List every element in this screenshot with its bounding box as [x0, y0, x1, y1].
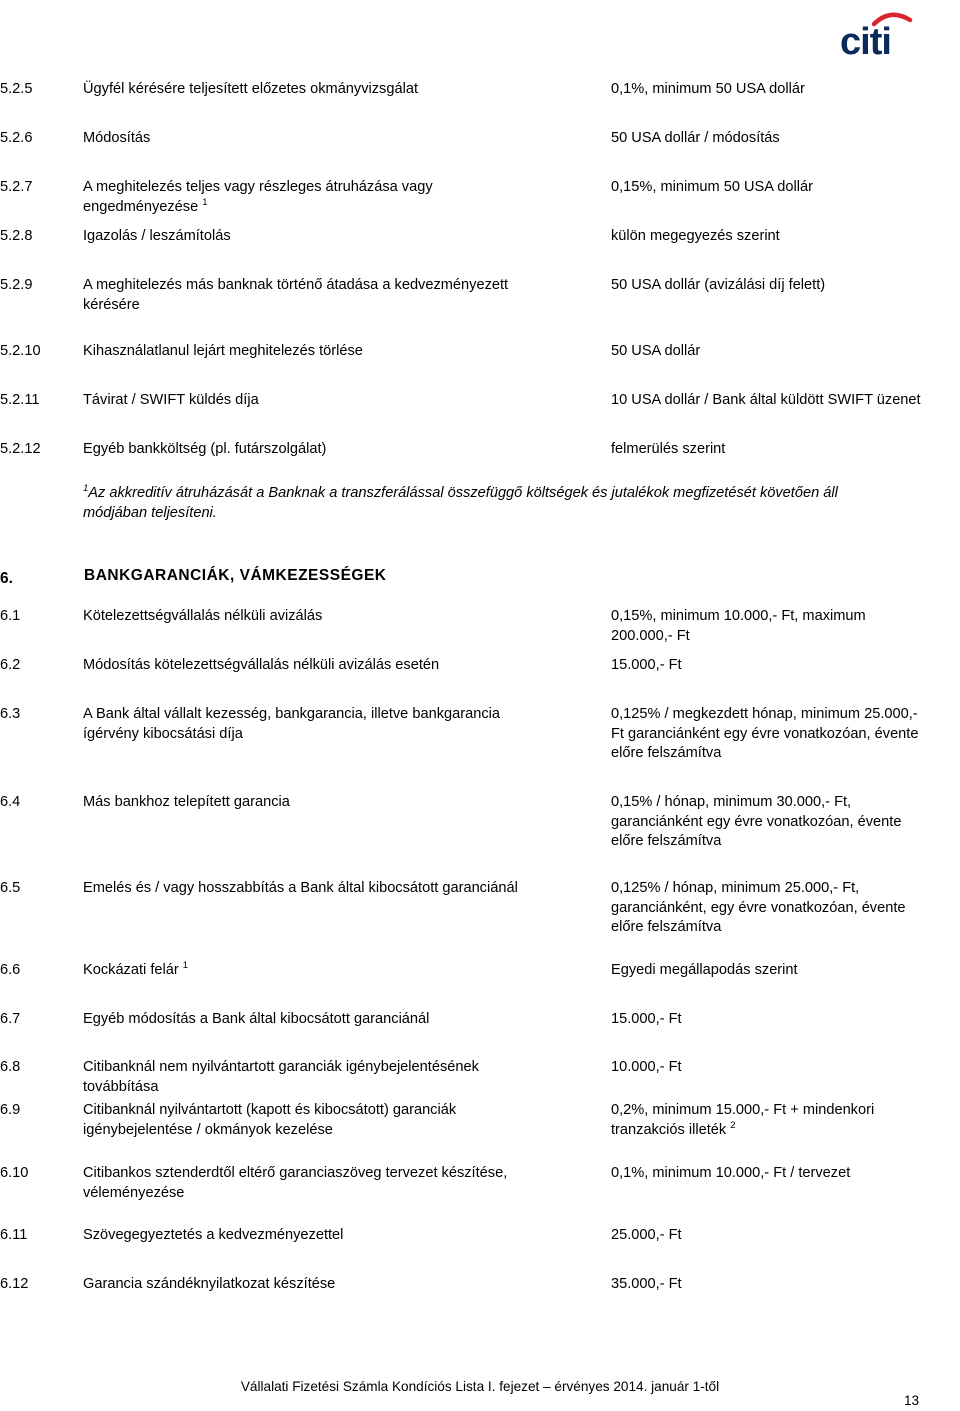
- row-number: 5.2.11: [0, 392, 40, 408]
- citi-logo-text: citi: [840, 21, 891, 58]
- row-fee: 25.000,- Ft: [611, 1227, 682, 1243]
- row-description-line: A Bank által vállalt kezesség, bankgarancia, illetve bankgarancia: [83, 706, 500, 722]
- row-fee-line: Ft garanciánként egy évre vonatkozóan, évente: [611, 725, 919, 742]
- row-number: 6.3: [0, 706, 21, 722]
- row-description: [83, 276, 583, 315]
- row-description: Garancia szándéknyilatkozat készítése: [83, 1276, 336, 1292]
- row-fee-line: garanciánként egy évre vonatkozóan, évente: [611, 813, 902, 830]
- row-fee: [611, 705, 960, 764]
- row-description: Kockázati felár $^1$: [83, 960, 189, 978]
- row-fee: [611, 879, 960, 938]
- row-description: Más bankhoz telepített garancia: [83, 794, 290, 810]
- row-description: Szövegegyeztetés a kedvezményezettel: [83, 1227, 344, 1243]
- row-description: [83, 1058, 583, 1097]
- row-number: 5.2.12: [0, 441, 41, 457]
- row-description: [83, 705, 583, 744]
- row-number: 6.2: [0, 657, 21, 673]
- page-footer: Vállalati Fizetési Számla Kondíciós Lista I. fejezet – érvényes 2014. január 1-től: [240, 1379, 720, 1394]
- row-fee: [611, 607, 960, 646]
- row-fee: 0,1%, minimum 50 USA dollár: [611, 81, 805, 97]
- row-number: 6.9: [0, 1102, 21, 1118]
- row-description-line: engedményezése $^1$: [83, 196, 208, 215]
- row-number: 5.2.9: [0, 277, 33, 293]
- row-number: 6.8: [0, 1059, 21, 1075]
- row-fee-line: előre felszámítva: [611, 745, 722, 761]
- row-fee: [611, 793, 960, 852]
- row-fee: 0,1%, minimum 10.000,- Ft / tervezet: [611, 1165, 851, 1181]
- citi-logo: [838, 6, 918, 58]
- row-description-line: továbbítása: [83, 1078, 159, 1095]
- row-description-line: Citibankos sztenderdtől eltérő garanciaszöveg tervezet készítése,: [83, 1165, 508, 1181]
- row-number: 6.7: [0, 1011, 21, 1027]
- row-fee-line: 0,125% / megkezdett hónap, minimum 25.000,-: [611, 706, 918, 722]
- row-fee-line: előre felszámítva: [611, 833, 722, 849]
- row-description: Emelés és / vagy hosszabbítás a Bank által kibocsátott garanciánál: [83, 880, 518, 896]
- row-description-line: kérésére: [83, 296, 140, 313]
- row-description: [83, 178, 583, 217]
- row-description-line: véleményezése: [83, 1184, 185, 1201]
- row-fee: 15.000,- Ft: [611, 1011, 682, 1027]
- row-number: 6.4: [0, 794, 21, 810]
- footnote-ref: 2: [730, 1119, 736, 1131]
- row-fee: 35.000,- Ft: [611, 1276, 682, 1292]
- row-fee: Egyedi megállapodás szerint: [611, 962, 798, 978]
- row-description-line: A meghitelezés teljes vagy részleges átruházása vagy: [83, 179, 433, 195]
- footnote-line: módjában teljesíteni.: [83, 504, 217, 521]
- row-description: Igazolás / leszámítolás: [83, 228, 231, 244]
- row-number: 6.12: [0, 1276, 29, 1292]
- row-number: 6.6: [0, 962, 21, 978]
- section-title: BANKGARANCIÁK, VÁMKEZESSÉGEK: [84, 567, 387, 584]
- row-number: 6.1: [0, 608, 21, 624]
- row-description-line: igénybejelentése / okmányok kezelése: [83, 1121, 333, 1138]
- row-description: Módosítás: [83, 130, 151, 146]
- row-number: 6.11: [0, 1227, 28, 1243]
- footnote-line: $^1$Az akkreditív átruházását a Banknak a transzferálással összefüggő költségek és jutalékok megfizetését követően áll: [83, 483, 838, 501]
- footnote-ref: 1: [182, 960, 189, 971]
- row-description: Kötelezettségvállalás nélküli avizálás: [83, 608, 323, 624]
- row-description: Egyéb bankköltség (pl. futárszolgálat): [83, 441, 327, 457]
- footnote-marker: 1: [83, 483, 89, 494]
- row-number: 5.2.7: [0, 179, 33, 195]
- row-number: 5.2.5: [0, 81, 33, 97]
- row-description: [83, 1101, 583, 1140]
- row-fee-line: 0,15% / hónap, minimum 30.000,- Ft,: [611, 794, 852, 810]
- footnote-ref: 1: [202, 196, 208, 208]
- row-fee-line: 0,15%, minimum 10.000,- Ft, maximum: [611, 608, 866, 624]
- row-description-line: ígérvény kibocsátási díja: [83, 725, 243, 742]
- row-description-line: A meghitelezés más banknak történő átadása a kedvezményezett: [83, 277, 509, 293]
- page-number: 13: [904, 1393, 920, 1408]
- row-number: 6.5: [0, 880, 21, 896]
- row-description: [83, 1164, 583, 1203]
- row-fee: 0,15%, minimum 50 USA dollár: [611, 179, 813, 195]
- row-fee: felmerülés szerint: [611, 441, 726, 457]
- row-description: Távirat / SWIFT küldés díja: [83, 392, 259, 408]
- row-fee: 15.000,- Ft: [611, 657, 682, 673]
- row-number: 5.2.10: [0, 343, 41, 359]
- row-fee: 50 USA dollár / módosítás: [611, 130, 780, 146]
- row-fee-line: tranzakciós illeték $^2$: [611, 1119, 736, 1138]
- footnote: [83, 484, 943, 523]
- row-number: 5.2.8: [0, 228, 33, 244]
- row-fee: 10 USA dollár / Bank által küldött SWIFT üzenet: [611, 392, 921, 408]
- row-description-line: Citibanknál nyilvántartott (kapott és kibocsátott) garanciák: [83, 1102, 457, 1118]
- row-fee-line: 0,2%, minimum 15.000,- Ft + mindenkori: [611, 1102, 875, 1118]
- row-fee: 50 USA dollár (avizálási díj felett): [611, 277, 826, 293]
- row-fee-line: 200.000,- Ft: [611, 627, 690, 644]
- row-fee: [611, 1101, 960, 1140]
- row-description: Módosítás kötelezettségvállalás nélküli avizálás esetén: [83, 657, 440, 673]
- row-number: 6.10: [0, 1165, 29, 1181]
- row-fee: 50 USA dollár: [611, 343, 701, 359]
- row-fee-line: előre felszámítva: [611, 919, 722, 935]
- row-description: Kihasználatlanul lejárt meghitelezés törlése: [83, 343, 363, 359]
- row-fee: külön megegyezés szerint: [611, 228, 780, 244]
- row-description: Egyéb módosítás a Bank által kibocsátott garanciánál: [83, 1011, 430, 1027]
- row-number: 5.2.6: [0, 130, 33, 146]
- row-fee: 10.000,- Ft: [611, 1059, 682, 1075]
- section-number: 6.: [0, 570, 13, 587]
- row-fee-line: 0,125% / hónap, minimum 25.000,- Ft,: [611, 880, 860, 896]
- row-fee-line: garanciánként, egy évre vonatkozóan, évente: [611, 899, 906, 916]
- row-description: Ügyfél kérésére teljesített előzetes okmányvizsgálat: [83, 81, 419, 97]
- row-description-line: Citibanknál nem nyilvántartott garanciák igénybejelentésének: [83, 1059, 479, 1075]
